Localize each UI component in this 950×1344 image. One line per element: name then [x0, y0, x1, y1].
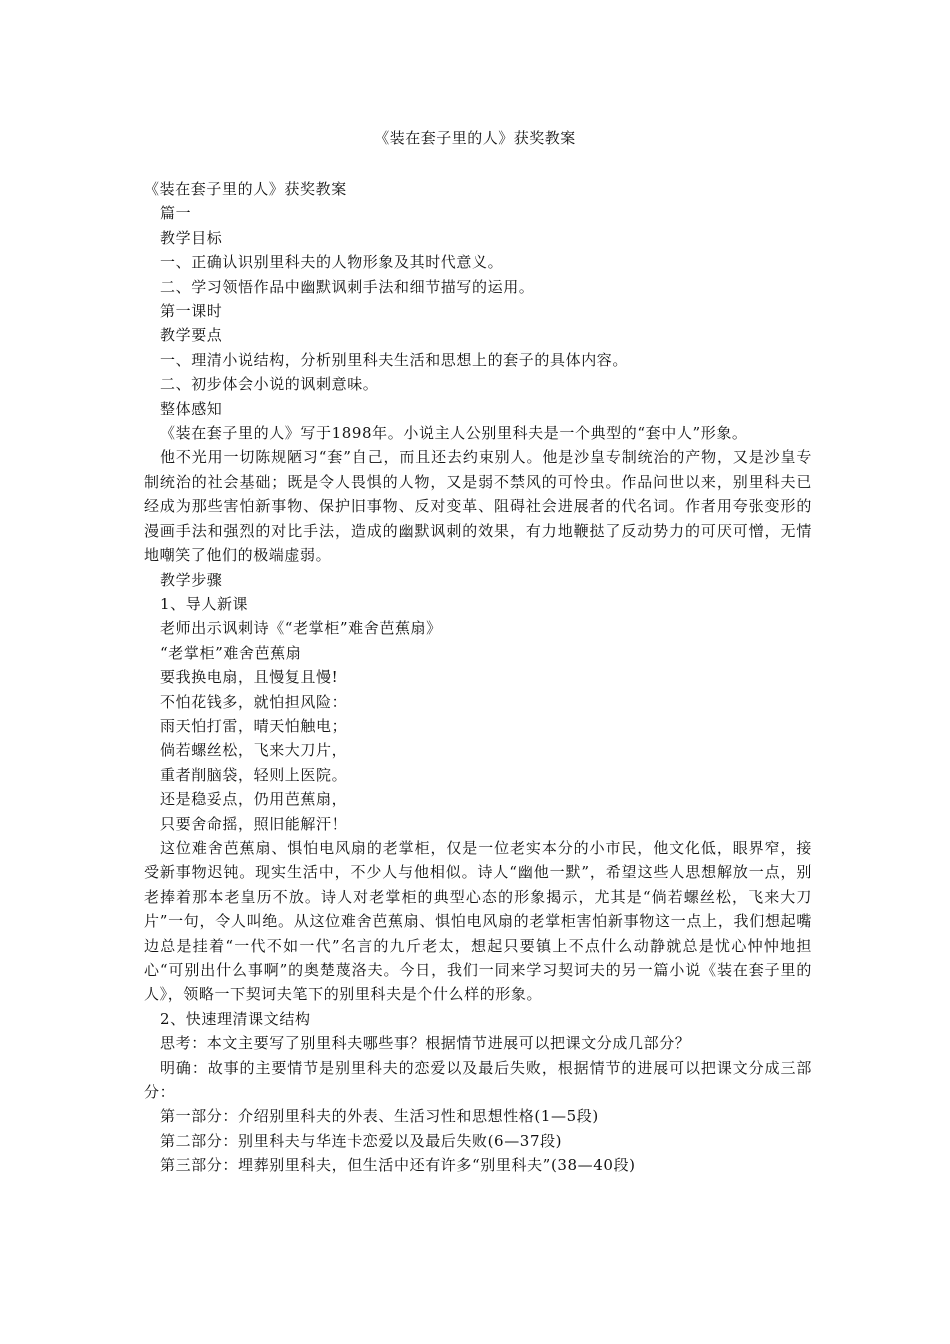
section-label: 篇一: [160, 204, 192, 223]
objective-item: 二、学习领悟作品中幽默讽刺手法和细节描写的运用。: [160, 277, 535, 296]
document-body: [144, 177, 812, 1178]
heading-key-points: 教学要点: [160, 326, 223, 345]
answer-paragraph: 明确：故事的主要情节是别里科夫的恋爱以及最后失败，根据情节的进展可以把课文分成三部分：: [144, 1058, 812, 1102]
poem-line: 重者削脑袋，轻则上医院。: [160, 765, 348, 784]
poem-line: 不怕花钱多，就怕担风险：: [160, 692, 348, 711]
document-title: 《装在套子里的人》获奖教案: [374, 129, 576, 147]
body-title: 《装在套子里的人》获奖教案: [144, 180, 347, 198]
poem-title: “老掌柜”难舍芭蕉扇: [160, 643, 302, 662]
heading-objectives: 教学目标: [160, 228, 223, 247]
structure-part: 第一部分：介绍别里科夫的外表、生活习性和思想性格(1—5段): [160, 1107, 599, 1126]
heading-steps: 教学步骤: [160, 570, 223, 589]
heading-overview: 整体感知: [160, 399, 223, 418]
poem-line: 倘若螺丝松，飞来大刀片，: [160, 741, 348, 760]
step-heading: 1、导人新课: [160, 594, 249, 613]
overview-paragraph: 《装在套子里的人》写于1898年。小说主人公别里科夫是一个典型的“套中人”形象。: [160, 424, 748, 443]
structure-part: 第三部分：埋葬别里科夫，但生活中还有许多“别里科夫”(38—40段): [160, 1156, 636, 1175]
commentary-paragraph: 这位难舍芭蕉扇、惧怕电风扇的老掌柜，仅是一位老实本分的小市民，他文化低，眼界窄，接受新事物迟钝。现实生活中，不少人与他相似。诗人“幽他一默”，希望这些人思想解放一点，别老捧着那本老皇历不放。诗人对老掌柜的典型心态的形象揭示，尤其是“倘若螺丝松，飞来大刀片”一句，令人叫绝。从这位难舍芭蕉扇、惧怕电风扇的老掌柜害怕新事物这一点上，我们想起嘴边总是挂着“一代不如一代”名言的九斤老太，想起只要镇上不点什么动静就总是忧心忡忡地担心“可别出什么事啊”的奥楚蔑洛夫。今日，我们一同来学习契诃夫的另一篇小说《装在套子里的人》，领略一下契诃夫笔下的别里科夫是个什么样的形象。: [144, 838, 812, 1004]
key-point-item: 二、初步体会小说的讽刺意味。: [160, 375, 379, 394]
objective-item: 一、正确认识别里科夫的人物形象及其时代意义。: [160, 253, 504, 272]
overview-paragraph: 他不光用一切陈规陋习“套”自己，而且还去约束别人。他是沙皇专制统治的产物，又是沙皇专制统治的社会基础；既是令人畏惧的人物，又是弱不禁风的可怜虫。作品问世以来，别里科夫已经成为那些害怕新事物、保护旧事物、反对变革、阻碍社会进展者的代名词。作者用夸张变形的漫画手法和强烈的对比手法，造成的幽默讽刺的效果，有力地鞭挞了反动势力的可厌可憎，无情地嘲笑了他们的极端虚弱。: [144, 448, 812, 565]
poem-line: 只要舍命摇，照旧能解汗！: [160, 814, 348, 833]
heading-lesson: 第一课时: [160, 302, 223, 321]
question-paragraph: 思考：本文主要写了别里科夫哪些事？根据情节进展可以把课文分成几部分？: [160, 1034, 691, 1053]
step-heading: 2、快速理清课文结构: [160, 1009, 311, 1028]
structure-part: 第二部分：别里科夫与华连卡恋爱以及最后失败(6—37段): [160, 1131, 563, 1150]
poem-line: 雨天怕打雷，晴天怕触电；: [160, 716, 348, 735]
poem-line: 要我换电扇，且慢复且慢!: [160, 668, 339, 687]
poem-line: 还是稳妥点，仍用芭蕉扇，: [160, 790, 348, 809]
key-point-item: 一、理清小说结构，分析别里科夫生活和思想上的套子的具体内容。: [160, 350, 629, 369]
poem-intro: 老师出示讽刺诗《“老掌柜”难舍芭蕉扇》: [160, 619, 442, 638]
